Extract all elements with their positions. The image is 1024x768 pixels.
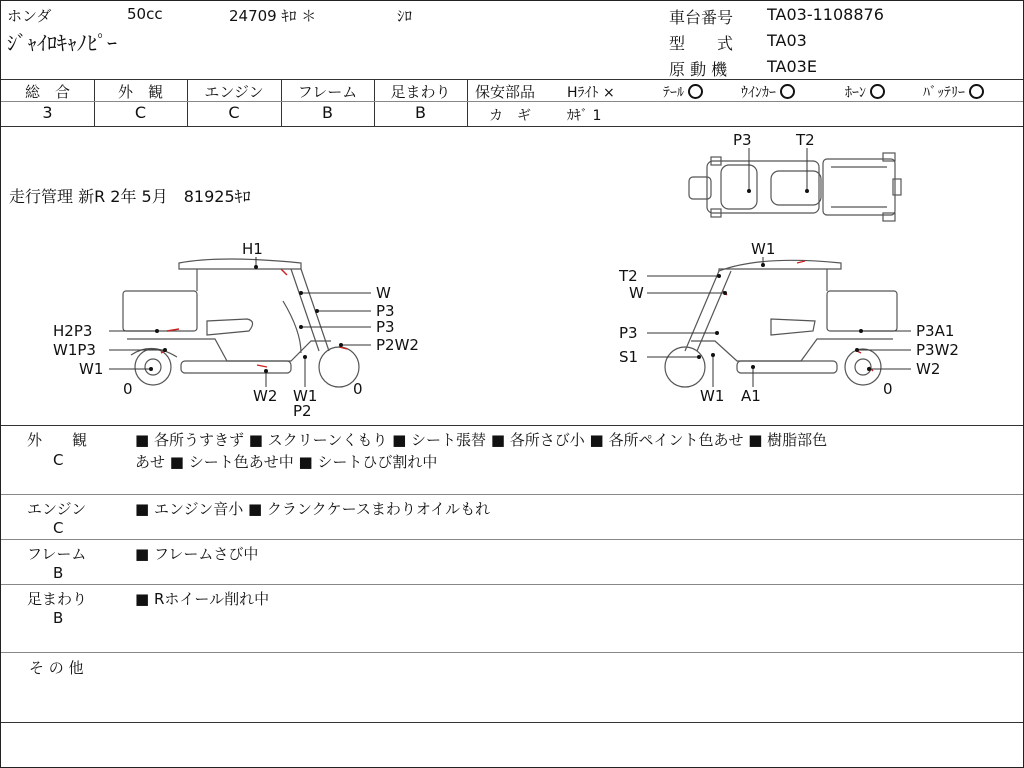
safety-tail (663, 82, 703, 102)
diagram-label: P3 (733, 131, 752, 149)
diagram-label: W (376, 284, 391, 302)
diagram-label: P3A1 (916, 322, 955, 340)
grade-frame-value: B (322, 103, 333, 122)
diagram-label: W1 (79, 360, 104, 378)
divider (1, 722, 1023, 723)
displacement: 50cc (127, 5, 163, 23)
key-label: カ ギ (489, 108, 531, 124)
diagram-label: 0 (123, 380, 133, 398)
ok-circle-icon (969, 84, 984, 99)
ok-circle-icon (870, 84, 885, 99)
diagram-label: P2W2 (376, 336, 419, 354)
safety-battery (923, 82, 984, 102)
grade-suspension-value: B (415, 103, 426, 122)
diagram-label: W1 (751, 240, 776, 258)
note-frame-text (135, 543, 258, 565)
diagram-label: 0 (353, 380, 363, 398)
body-color: ｼﾛ (397, 7, 413, 25)
ok-circle-icon (688, 84, 703, 99)
key-value: ｶｷﾞ 1 (567, 108, 602, 124)
diagram-label: 0 (883, 380, 893, 398)
note-frame-grade: B (53, 564, 64, 582)
model-name: ｼﾞｬｲﾛｷｬﾉﾋﾟｰ (7, 31, 117, 55)
safety-horn (845, 82, 885, 102)
diagram-label: W1 (700, 387, 725, 405)
note-suspension-label: 足まわり (27, 590, 88, 608)
note-other-label: そ の 他 (29, 659, 84, 677)
note-line: ■ Rホイール削れ中 (135, 590, 270, 608)
note-line: ■ フレームさび中 (135, 545, 259, 563)
note-exterior-grade: C (53, 451, 64, 469)
divider (1, 425, 1023, 426)
diagram-label: P3 (619, 324, 638, 342)
note-exterior-label: 外 観 (27, 431, 88, 449)
left-side-diagram (123, 259, 359, 387)
diagram-label: W2 (916, 360, 941, 378)
diagram-label: P3 (376, 318, 395, 336)
type-label: 型 式 (669, 34, 734, 53)
grade-engine-value: C (228, 103, 240, 122)
divider (1, 584, 1023, 585)
divider (1, 652, 1023, 653)
diagram-label: P3 (376, 302, 395, 320)
divider (1, 539, 1023, 540)
diagram-label: P3W2 (916, 341, 959, 359)
mileage: 24709 ｷﾛ ＊ (229, 7, 317, 25)
diagram-label: W (629, 284, 644, 302)
divider (1, 79, 1023, 80)
safety-battery-label: ﾊﾞｯﾃﾘｰ (923, 85, 965, 101)
damage-diagram (1, 127, 1023, 425)
frame-no-label: 車台番号 (669, 8, 734, 27)
note-line: ■ エンジン音小 ■ クランクケースまわりオイルもれ (135, 500, 491, 518)
grade-suspension-label: 足まわり (390, 83, 451, 101)
note-exterior-text (135, 429, 827, 473)
diagram-label: W1 (293, 387, 318, 405)
maker: ホンダ (7, 7, 52, 25)
diagram-label: S1 (619, 348, 639, 366)
odometer-note: 走行管理 新R 2年 5月 81925ｷﾛ (9, 187, 251, 206)
safety-winker-label: ｳｲﾝｶｰ (741, 85, 776, 101)
diagram-label: P2 (293, 402, 312, 420)
grade-frame-label: フレーム (297, 83, 358, 101)
note-suspension-text (135, 588, 269, 610)
safety-winker (741, 82, 795, 102)
safety-headlight: Hﾗｲﾄ × (567, 85, 615, 101)
diagram-label: A1 (741, 387, 761, 405)
grade-exterior-label: 外 観 (117, 83, 163, 101)
type-value: TA03 (767, 31, 807, 50)
grade-total-value: 3 (42, 103, 53, 122)
engine-value: TA03E (767, 57, 817, 76)
diagram-label: W1P3 (53, 341, 96, 359)
safety-label: 保安部品 (475, 83, 536, 101)
note-engine-label: エンジン (27, 500, 87, 518)
note-line: あせ ■ シート色あせ中 ■ シートひび割れ中 (135, 453, 438, 471)
safety-horn-label: ﾎｰﾝ (845, 85, 866, 101)
note-engine-grade: C (53, 519, 64, 537)
diagram-label: H2P3 (53, 322, 93, 340)
frame-no: TA03-1108876 (767, 5, 884, 24)
grade-total-label: 総 合 (24, 83, 70, 101)
note-engine-text (135, 498, 490, 520)
diagram-label: W2 (253, 387, 278, 405)
ok-circle-icon (780, 84, 795, 99)
grade-exterior-value: C (134, 103, 147, 122)
top-view-diagram (689, 153, 901, 221)
diagram-label: H1 (242, 240, 263, 258)
diagram-label: T2 (796, 131, 815, 149)
engine-label: 原 動 機 (669, 60, 728, 79)
grade-engine-label: エンジン (204, 83, 264, 101)
diagram-label: T2 (619, 267, 638, 285)
right-side-diagram (665, 260, 897, 387)
note-frame-label: フレーム (27, 545, 87, 563)
divider (1, 494, 1023, 495)
note-line: ■ 各所うすきず ■ スクリーンくもり ■ シート張替 ■ 各所さび小 ■ 各所ペイント色あせ ■ 樹脂部色 (135, 431, 828, 449)
note-suspension-grade: B (53, 609, 64, 627)
divider (467, 79, 468, 126)
damage-marks (161, 261, 873, 371)
safety-tail-label: ﾃｰﾙ (663, 85, 684, 101)
